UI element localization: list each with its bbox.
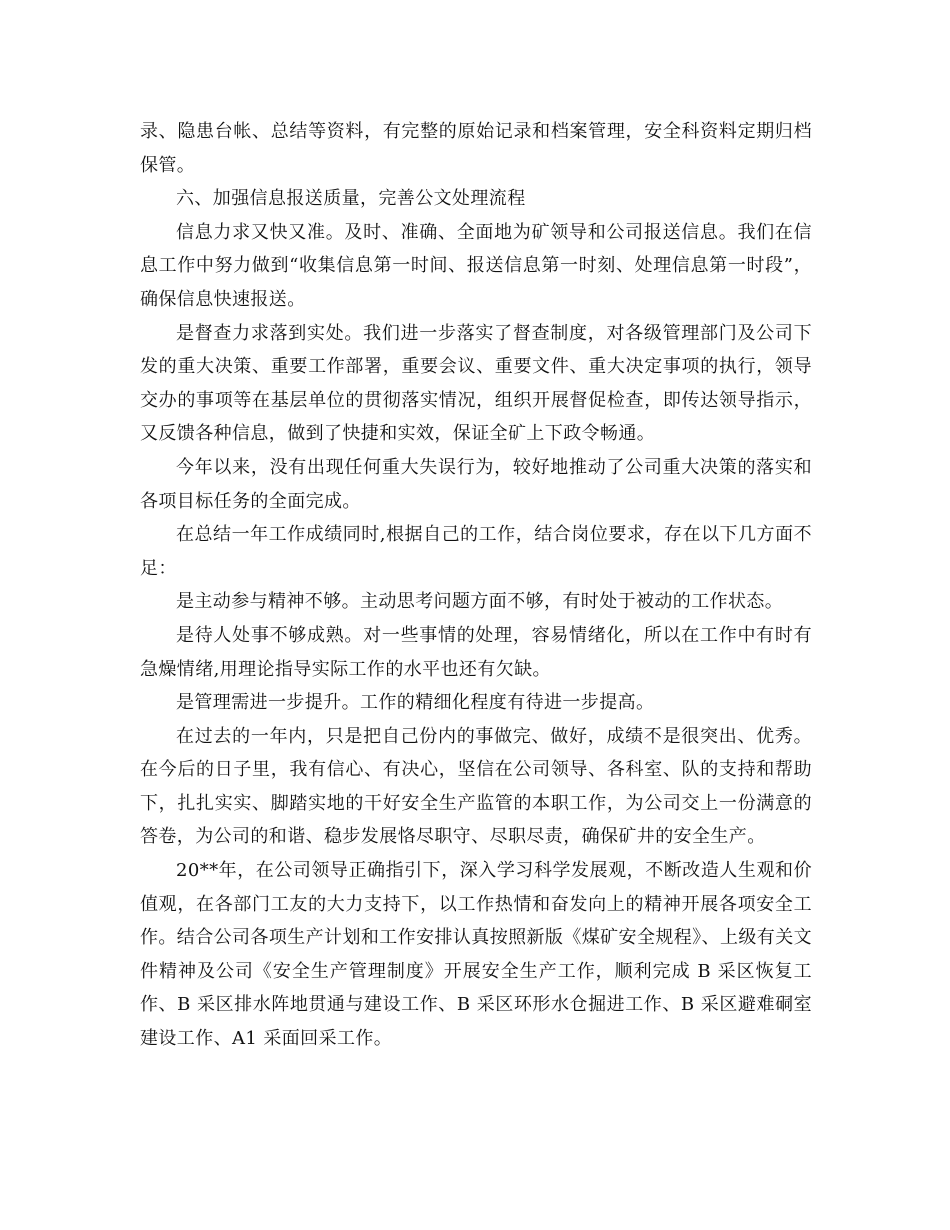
paragraph-8: 是待人处事不够成熟。对一些事情的处理，容易情绪化，所以在工作中有时有急燥情绪,用理论指导实际工作的水平也还有欠缺。 — [140, 624, 812, 680]
section-heading-6: 六、加强信息报送质量，完善公文处理流程 — [176, 188, 526, 210]
paragraph-5: 今年以来，没有出现任何重大失误行为，较好地推动了公司重大决策的落实和各项目标任务的全面完成。 — [140, 456, 812, 512]
document-body — [140, 115, 812, 1056]
paragraph-3: 信息力求又快又准。及时、准确、全面地为矿领导和公司报送信息。我们在信息工作中努力做到“收集信息第一时间、报送信息第一时刻、处理信息第一时段”，确保信息快速报送。 — [140, 221, 812, 310]
paragraph-11: 20**年，在公司领导正确指引下，深入学习科学发展观，不断改造人生观和价值观，在各部门工友的大力支持下，以工作热情和奋发向上的精神开展各项安全工作。结合公司各项生产计划和工作安排认真按照新版《煤矿安全规程》、上级有关文件精神及公司《安全生产管理制度》开展安全生产工作，顺利完成 B 采区恢复工作、B 采区排水阵地贯通与建设工作、B 采区环形水仓掘进工作、B 采区避难硐室建设工作、A1 采面回采工作。 — [140, 860, 812, 1050]
paragraph-6: 在总结一年工作成绩同时,根据自己的工作，结合岗位要求，存在以下几方面不足： — [140, 524, 812, 579]
paragraph-7: 是主动参与精神不够。主动思考问题方面不够，有时处于被动的工作状态。 — [176, 591, 784, 613]
paragraph-10: 在过去的一年内，只是把自己份内的事做完、做好，成绩不是很突出、优秀。在今后的日子里，我有信心、有决心，坚信在公司领导、各科室、队的支持和帮助下，扎扎实实、脚踏实地的干好安全生产监管的本职工作，为公司交上一份满意的答卷，为公司的和谐、稳步发展恪尽职守、尽职尽责，确保矿井的安全生产。 — [140, 725, 812, 848]
paragraph-9: 是管理需进一步提升。工作的精细化程度有待进一步提高。 — [176, 692, 655, 714]
paragraph-1: 录、隐患台帐、总结等资料，有完整的原始记录和档案管理，安全科资料定期归档保管。 — [140, 121, 812, 176]
paragraph-4: 是督查力求落到实处。我们进一步落实了督查制度，对各级管理部门及公司下发的重大决策、重要工作部署，重要会议、重要文件、重大决定事项的执行，领导交办的事项等在基层单位的贯彻落实情况，组织开展督促检查，即传达领导指示，又反馈各种信息，做到了快捷和实效，保证全矿上下政令畅通。 — [140, 322, 812, 445]
